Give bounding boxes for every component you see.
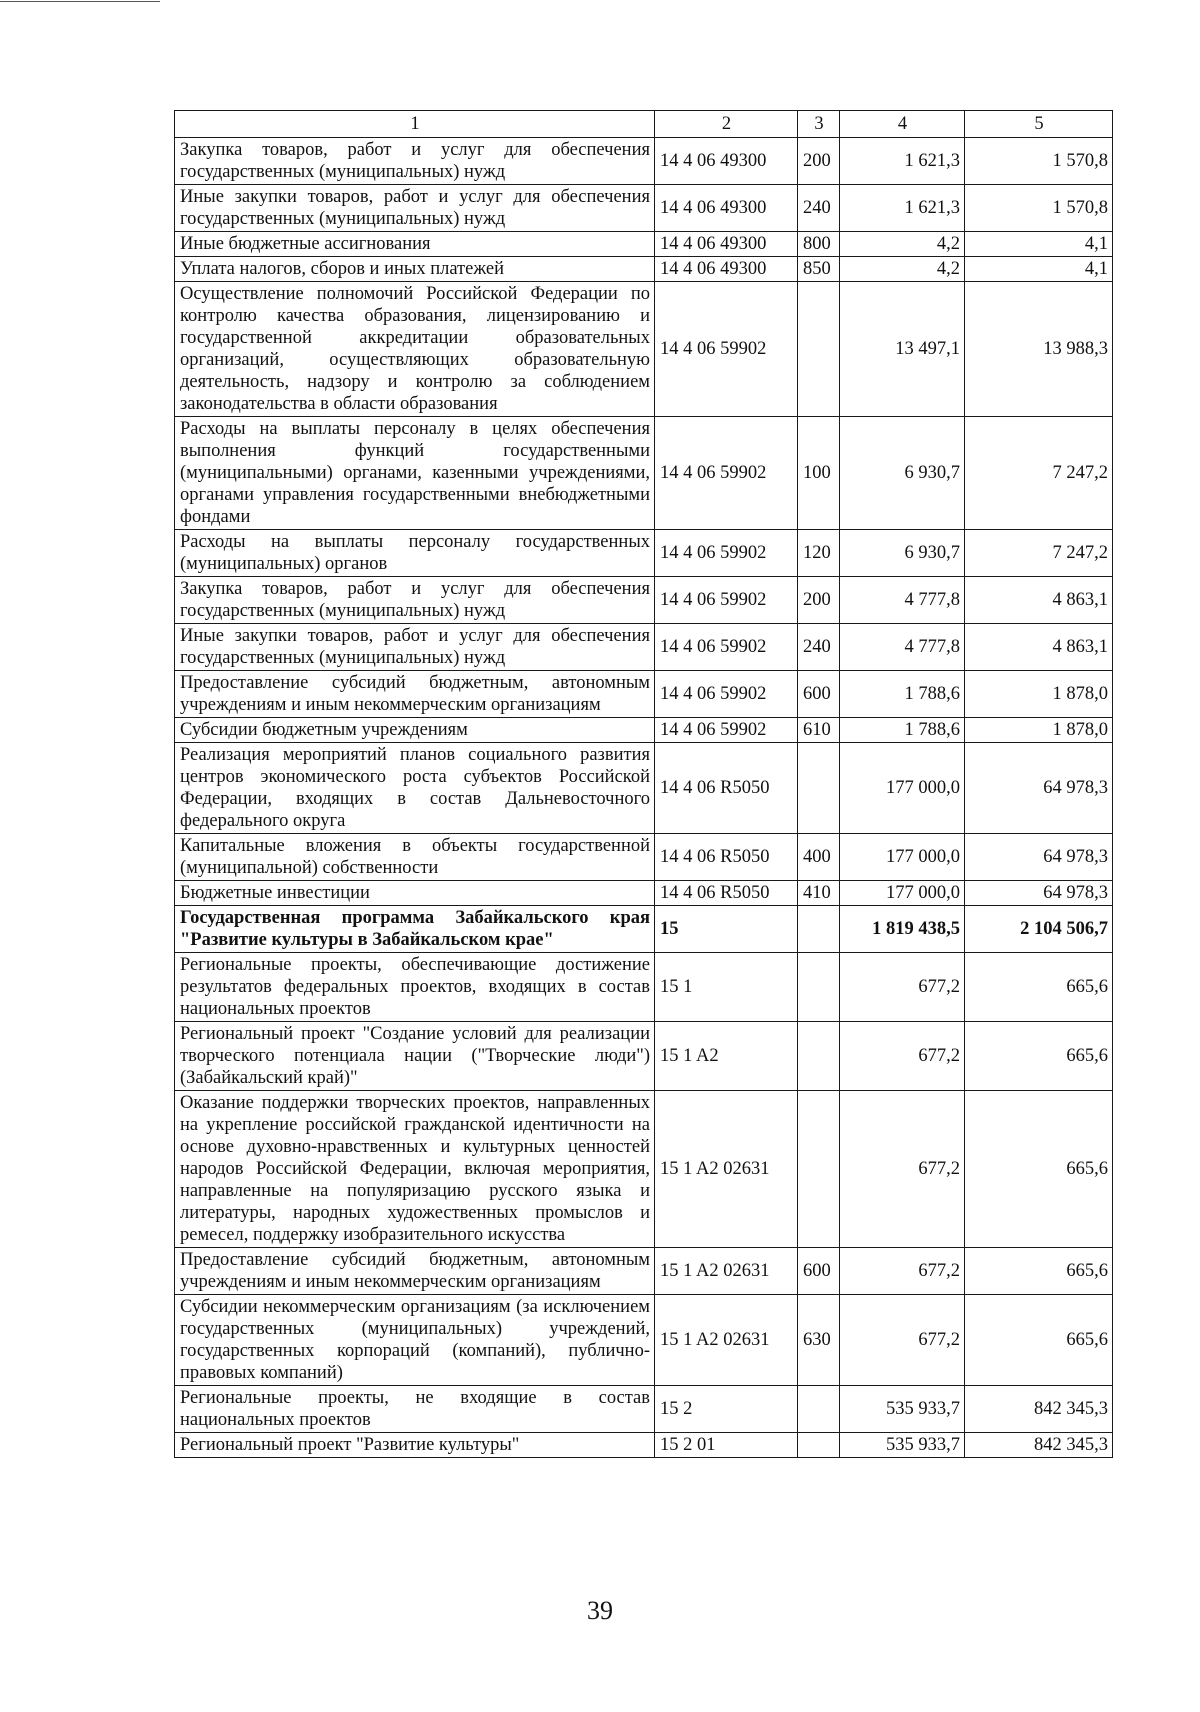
row-target-code: 14 4 06 59902: [655, 530, 798, 577]
row-amount-col5: 665,6: [965, 953, 1113, 1022]
row-target-code: 14 4 06 R5050: [655, 834, 798, 881]
row-expense-type: [798, 743, 840, 834]
table-row: [175, 232, 1113, 257]
row-description: Региональные проекты, не входящие в состав национальных проектов: [175, 1386, 655, 1433]
row-amount-col5: 842 345,3: [965, 1433, 1113, 1458]
row-amount-col5: 842 345,3: [965, 1386, 1113, 1433]
row-amount-col5: 665,6: [965, 1295, 1113, 1386]
row-amount-col5: 1 878,0: [965, 718, 1113, 743]
row-amount-col4: 677,2: [840, 1248, 965, 1295]
row-expense-type: 200: [798, 138, 840, 185]
row-amount-col5: 4,1: [965, 232, 1113, 257]
row-target-code: 15 1: [655, 953, 798, 1022]
row-expense-type: 600: [798, 671, 840, 718]
row-amount-col4: 677,2: [840, 1295, 965, 1386]
header-col-5: 5: [965, 111, 1113, 138]
row-target-code: 15 1 A2: [655, 1022, 798, 1091]
row-amount-col4: 6 930,7: [840, 530, 965, 577]
table-row: [175, 1091, 1113, 1248]
row-target-code: 15 2: [655, 1386, 798, 1433]
row-description: Бюджетные инвестиции: [175, 881, 655, 906]
row-target-code: 14 4 06 59902: [655, 718, 798, 743]
table-row: [175, 718, 1113, 743]
scan-edge-line: [0, 1, 160, 2]
row-target-code: 15: [655, 906, 798, 953]
row-amount-col4: 4 777,8: [840, 624, 965, 671]
row-expense-type: 850: [798, 257, 840, 282]
table-row: [175, 743, 1113, 834]
row-expense-type: [798, 1433, 840, 1458]
row-amount-col5: 64 978,3: [965, 743, 1113, 834]
budget-table: [174, 110, 1113, 1458]
row-description: Субсидии некоммерческим организациям (за исключением государственных (муниципальных) учреждений, государственных корпораций (компаний), публично-правовых компаний): [175, 1295, 655, 1386]
table-row: [175, 1295, 1113, 1386]
table-row: [175, 881, 1113, 906]
table-row: [175, 417, 1113, 530]
row-description: Оказание поддержки творческих проектов, направленных на укрепление российской гражданской идентичности на основе духовно-нравственных и культурных ценностей народов Российской Федерации, включая мероприятия, направленные на популяризацию русского языка и литературы, народных художественных промыслов и ремесел, поддержку изобразительного искусства: [175, 1091, 655, 1248]
row-description: Иные бюджетные ассигнования: [175, 232, 655, 257]
row-amount-col5: 64 978,3: [965, 834, 1113, 881]
table-row: [175, 834, 1113, 881]
row-expense-type: [798, 1386, 840, 1433]
row-target-code: 15 1 A2 02631: [655, 1248, 798, 1295]
row-target-code: 14 4 06 R5050: [655, 743, 798, 834]
row-description: Региональные проекты, обеспечивающие достижение результатов федеральных проектов, входящих в состав национальных проектов: [175, 953, 655, 1022]
table-row: [175, 282, 1113, 417]
row-amount-col4: 677,2: [840, 953, 965, 1022]
table-row: [175, 138, 1113, 185]
row-amount-col4: 1 788,6: [840, 718, 965, 743]
table-header: [175, 111, 1113, 138]
row-amount-col4: 535 933,7: [840, 1386, 965, 1433]
row-target-code: 15 1 A2 02631: [655, 1295, 798, 1386]
row-description: Осуществление полномочий Российской Федерации по контролю качества образования, лицензированию и государственной аккредитации образовательных организаций, осуществляющих образовательную деятельность, надзору и контролю за соблюдением законодательства в области образования: [175, 282, 655, 417]
row-description: Реализация мероприятий планов социального развития центров экономического роста субъектов Российской Федерации, входящих в состав Дальневосточного федерального округа: [175, 743, 655, 834]
table-row: [175, 1248, 1113, 1295]
table-row: [175, 1433, 1113, 1458]
row-description: Капитальные вложения в объекты государственной (муниципальной) собственности: [175, 834, 655, 881]
row-target-code: 14 4 06 59902: [655, 624, 798, 671]
row-amount-col5: 7 247,2: [965, 417, 1113, 530]
row-amount-col4: 677,2: [840, 1091, 965, 1248]
row-amount-col4: 1 621,3: [840, 138, 965, 185]
header-col-2: 2: [655, 111, 798, 138]
row-amount-col5: 665,6: [965, 1091, 1113, 1248]
row-amount-col4: 4 777,8: [840, 577, 965, 624]
header-col-1: 1: [175, 111, 655, 138]
row-amount-col4: 13 497,1: [840, 282, 965, 417]
row-target-code: 14 4 06 49300: [655, 185, 798, 232]
row-description: Уплата налогов, сборов и иных платежей: [175, 257, 655, 282]
row-expense-type: 200: [798, 577, 840, 624]
row-description: Закупка товаров, работ и услуг для обеспечения государственных (муниципальных) нужд: [175, 577, 655, 624]
header-col-4: 4: [840, 111, 965, 138]
row-expense-type: [798, 1091, 840, 1248]
table-row: [175, 953, 1113, 1022]
table-row: [175, 624, 1113, 671]
row-amount-col5: 665,6: [965, 1022, 1113, 1091]
row-target-code: 15 1 A2 02631: [655, 1091, 798, 1248]
row-target-code: 14 4 06 49300: [655, 232, 798, 257]
row-description: Государственная программа Забайкальского края "Развитие культуры в Забайкальском крае": [175, 906, 655, 953]
page-number: 39: [587, 1596, 613, 1625]
row-amount-col5: 1 878,0: [965, 671, 1113, 718]
row-target-code: 14 4 06 59902: [655, 417, 798, 530]
row-amount-col4: 4,2: [840, 257, 965, 282]
row-amount-col4: 6 930,7: [840, 417, 965, 530]
row-amount-col4: 677,2: [840, 1022, 965, 1091]
row-amount-col4: 177 000,0: [840, 881, 965, 906]
row-amount-col5: 665,6: [965, 1248, 1113, 1295]
row-amount-col4: 1 788,6: [840, 671, 965, 718]
row-description: Предоставление субсидий бюджетным, автономным учреждениям и иным некоммерческим организациям: [175, 1248, 655, 1295]
row-expense-type: [798, 906, 840, 953]
row-target-code: 14 4 06 R5050: [655, 881, 798, 906]
row-description: Закупка товаров, работ и услуг для обеспечения государственных (муниципальных) нужд: [175, 138, 655, 185]
row-description: Иные закупки товаров, работ и услуг для обеспечения государственных (муниципальных) нужд: [175, 185, 655, 232]
row-expense-type: 120: [798, 530, 840, 577]
row-amount-col4: 4,2: [840, 232, 965, 257]
row-amount-col4: 177 000,0: [840, 834, 965, 881]
row-expense-type: [798, 282, 840, 417]
row-amount-col5: 64 978,3: [965, 881, 1113, 906]
row-amount-col5: 4,1: [965, 257, 1113, 282]
row-expense-type: [798, 953, 840, 1022]
row-description: Иные закупки товаров, работ и услуг для обеспечения государственных (муниципальных) нужд: [175, 624, 655, 671]
row-amount-col4: 1 621,3: [840, 185, 965, 232]
table-row: [175, 1022, 1113, 1091]
row-target-code: 14 4 06 49300: [655, 257, 798, 282]
row-amount-col5: 1 570,8: [965, 138, 1113, 185]
table-row: [175, 185, 1113, 232]
header-col-3: 3: [798, 111, 840, 138]
row-target-code: 15 2 01: [655, 1433, 798, 1458]
row-description: Региональный проект "Создание условий для реализации творческого потенциала нации ("Творческие люди") (Забайкальский край)": [175, 1022, 655, 1091]
row-target-code: 14 4 06 59902: [655, 671, 798, 718]
table-row: [175, 577, 1113, 624]
table-row: [175, 530, 1113, 577]
row-expense-type: 600: [798, 1248, 840, 1295]
row-target-code: 14 4 06 59902: [655, 577, 798, 624]
table-body: [175, 138, 1113, 1458]
row-expense-type: 800: [798, 232, 840, 257]
row-amount-col5: 13 988,3: [965, 282, 1113, 417]
row-expense-type: 610: [798, 718, 840, 743]
row-expense-type: 410: [798, 881, 840, 906]
row-amount-col5: 1 570,8: [965, 185, 1113, 232]
table-row: [175, 906, 1113, 953]
row-expense-type: 240: [798, 185, 840, 232]
header-row: [175, 111, 1113, 138]
row-expense-type: 400: [798, 834, 840, 881]
row-expense-type: 630: [798, 1295, 840, 1386]
row-amount-col5: 4 863,1: [965, 577, 1113, 624]
row-description: Предоставление субсидий бюджетным, автономным учреждениям и иным некоммерческим организациям: [175, 671, 655, 718]
row-amount-col5: 4 863,1: [965, 624, 1113, 671]
row-amount-col5: 2 104 506,7: [965, 906, 1113, 953]
row-expense-type: [798, 1022, 840, 1091]
row-expense-type: 100: [798, 417, 840, 530]
row-description: Расходы на выплаты персоналу государственных (муниципальных) органов: [175, 530, 655, 577]
row-description: Субсидии бюджетным учреждениям: [175, 718, 655, 743]
row-expense-type: 240: [798, 624, 840, 671]
row-description: Расходы на выплаты персоналу в целях обеспечения выполнения функций государственными (муниципальными) органами, казенными учреждениями, органами управления государственными внебюджетными фондами: [175, 417, 655, 530]
row-amount-col5: 7 247,2: [965, 530, 1113, 577]
row-amount-col4: 1 819 438,5: [840, 906, 965, 953]
table-row: [175, 257, 1113, 282]
table-row: [175, 671, 1113, 718]
row-target-code: 14 4 06 49300: [655, 138, 798, 185]
row-amount-col4: 535 933,7: [840, 1433, 965, 1458]
row-target-code: 14 4 06 59902: [655, 282, 798, 417]
row-description: Региональный проект "Развитие культуры": [175, 1433, 655, 1458]
row-amount-col4: 177 000,0: [840, 743, 965, 834]
table-row: [175, 1386, 1113, 1433]
